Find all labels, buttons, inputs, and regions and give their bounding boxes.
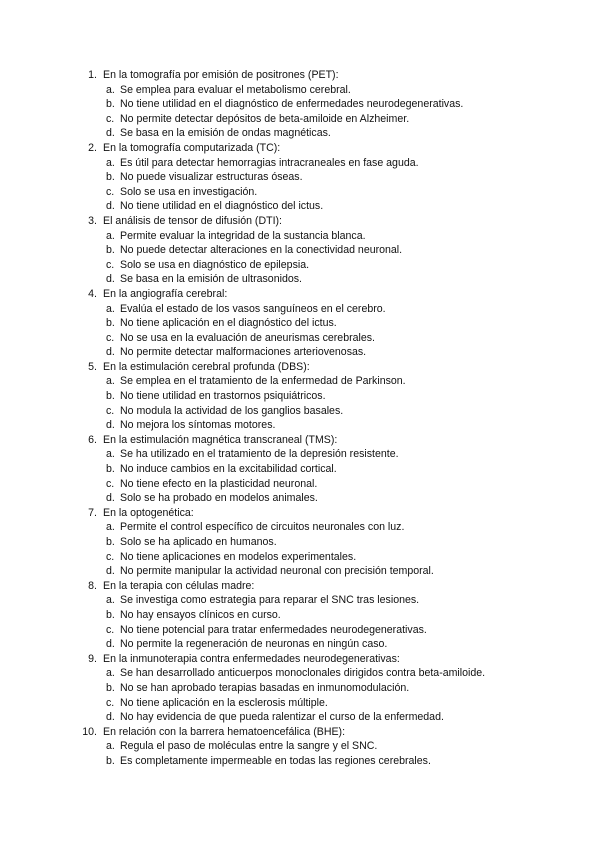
answer-option [0,520,600,535]
option-text: Es útil para detectar hemorragias intracraneales en fase aguda. [120,156,419,169]
option-letter: d. [106,200,115,213]
answer-option [0,302,600,317]
option-text: Se emplea en el tratamiento de la enfermedad de Parkinson. [120,375,406,388]
question-text: En la angiografía cerebral: [103,287,228,300]
option-letter: a. [106,375,115,388]
answer-option [0,418,600,433]
answer-option [0,710,600,725]
question-text: En relación con la barrera hematoencefálica (BHE): [103,725,346,738]
answer-option [0,447,600,462]
question-number: 5. [88,360,97,373]
option-text: No tiene aplicación en la esclerosis múltiple. [120,696,328,709]
option-text: No mejora los síntomas motores. [120,419,276,432]
answer-option [0,535,600,550]
option-text: Regula el paso de moléculas entre la sangre y el SNC. [120,740,378,753]
option-text: No tiene aplicaciones en modelos experimentales. [120,550,357,563]
question-number: 6. [88,433,97,446]
question-10 [0,725,600,769]
answer-option [0,681,600,696]
answer-option [0,593,600,608]
question-7 [0,506,600,579]
option-letter: c. [106,696,115,709]
question-number: 9. [88,652,97,665]
question-text: En la terapia con células madre: [103,579,255,592]
option-letter: a. [106,229,115,242]
option-letter: c. [106,550,115,563]
question-stem [0,214,600,229]
answer-option [0,345,600,360]
question-6 [0,433,600,506]
option-letter: b. [106,754,115,767]
answer-option [0,404,600,419]
option-letter: b. [106,244,115,257]
question-3 [0,214,600,287]
question-text: En la inmunoterapia contra enfermedades neurodegenerativas: [103,652,400,665]
answer-option [0,229,600,244]
option-text: Solo se ha aplicado en humanos. [120,536,277,548]
option-text: No hay ensayos clínicos en curso. [120,608,281,621]
answer-option [0,462,600,477]
option-letter: a. [106,448,115,461]
option-letter: b. [106,171,115,184]
option-letter: b. [106,390,115,403]
answer-option [0,185,600,200]
question-number: 8. [88,579,97,592]
question-text: En la estimulación cerebral profunda (DBS): [103,360,310,373]
answer-option [0,477,600,492]
option-letter: d. [106,346,115,359]
question-8 [0,579,600,652]
option-letter: d. [106,492,115,505]
answer-option [0,374,600,389]
answer-option [0,739,600,754]
option-letter: a. [106,302,115,315]
question-2 [0,141,600,214]
answer-option [0,170,600,185]
option-text: Se basa en la emisión de ondas magnéticas. [120,127,331,140]
question-number: 10. [82,725,97,738]
answer-option [0,97,600,112]
question-stem [0,433,600,448]
option-letter: c. [106,185,115,198]
option-text: No se han aprobado terapias basadas en inmunomodulación. [120,681,410,694]
answer-option [0,666,600,681]
option-letter: b. [106,463,115,476]
option-text: No permite la regeneración de neuronas en ningún caso. [120,638,388,651]
option-text: Se ha utilizado en el tratamiento de la depresión resistente. [120,448,399,461]
option-text: No permite detectar depósitos de beta-amiloide en Alzheimer. [120,112,410,125]
option-text: Solo se usa en investigación. [120,185,258,198]
option-text: No permite detectar malformaciones arteriovenosas. [120,346,367,359]
option-letter: a. [106,667,115,680]
option-letter: b. [106,317,115,330]
answer-option [0,126,600,141]
question-number: 4. [88,287,97,300]
question-text: En la optogenética: [103,506,194,519]
question-stem [0,68,600,83]
option-text: No puede visualizar estructuras óseas. [120,171,303,184]
option-text: No modula la actividad de los ganglios basales. [120,404,344,417]
question-text: En la tomografía por emisión de positrones (PET): [103,69,339,81]
option-letter: c. [106,112,115,125]
option-text: Se basa en la emisión de ultrasonidos. [120,273,302,286]
answer-option [0,83,600,98]
option-letter: c. [106,331,115,344]
option-letter: d. [106,419,115,432]
question-5 [0,360,600,433]
answer-option [0,389,600,404]
option-text: No induce cambios en la excitabilidad cortical. [120,463,337,476]
option-text: Solo se ha probado en modelos animales. [120,492,318,505]
option-text: Permite el control específico de circuitos neuronales con luz. [120,521,405,534]
option-text: No tiene utilidad en trastornos psiquiátricos. [120,390,326,403]
question-number: 7. [88,506,97,519]
question-stem [0,725,600,740]
answer-option [0,156,600,171]
option-text: No permite manipular la actividad neuronal con precisión temporal. [120,565,434,578]
option-letter: b. [106,98,115,111]
answer-option [0,331,600,346]
option-text: No se usa en la evaluación de aneurismas cerebrales. [120,331,375,344]
option-letter: a. [106,156,115,169]
answer-option [0,316,600,331]
question-number: 2. [88,141,97,154]
question-text: En la tomografía computarizada (TC): [103,141,281,154]
option-letter: d. [106,273,115,286]
answer-option [0,696,600,711]
option-letter: b. [106,536,115,548]
option-text: No tiene utilidad en el diagnóstico de enfermedades neurodegenerativas. [120,98,464,111]
option-letter: d. [106,565,115,578]
option-letter: a. [106,740,115,753]
answer-option [0,637,600,652]
question-number: 1. [88,69,97,81]
option-letter: b. [106,681,115,694]
answer-option [0,199,600,214]
option-text: Permite evaluar la integridad de la sustancia blanca. [120,229,366,242]
answer-option [0,258,600,273]
answer-option [0,623,600,638]
question-stem [0,360,600,375]
option-letter: c. [106,404,115,417]
question-text: El análisis de tensor de difusión (DTI): [103,214,282,227]
option-text: No tiene potencial para tratar enfermedades neurodegenerativas. [120,623,427,636]
question-list [0,68,600,769]
question-4 [0,287,600,360]
answer-option [0,243,600,258]
option-text: Solo se usa en diagnóstico de epilepsia. [120,258,310,271]
option-letter: b. [106,608,115,621]
answer-option [0,491,600,506]
answer-option [0,112,600,127]
option-text: Se han desarrollado anticuerpos monoclonales dirigidos contra beta-amiloide. [120,667,486,680]
option-letter: c. [106,477,115,490]
option-letter: c. [106,258,115,271]
question-stem [0,579,600,594]
question-stem [0,141,600,156]
question-text: En la estimulación magnética transcraneal (TMS): [103,433,338,446]
answer-option [0,608,600,623]
option-text: Es completamente impermeable en todas las regiones cerebrales. [120,754,431,767]
answer-option [0,564,600,579]
option-text: No puede detectar alteraciones en la conectividad neuronal. [120,244,403,257]
option-letter: a. [106,594,115,607]
option-text: Se emplea para evaluar el metabolismo cerebral. [120,83,351,96]
option-letter: d. [106,638,115,651]
option-text: No hay evidencia de que pueda ralentizar el curso de la enfermedad. [120,711,444,724]
option-letter: a. [106,83,115,96]
option-text: Evalúa el estado de los vasos sanguíneos en el cerebro. [120,302,386,315]
question-stem [0,506,600,521]
option-letter: d. [106,711,115,724]
answer-option [0,550,600,565]
question-stem [0,652,600,667]
answer-option [0,754,600,769]
option-text: No tiene efecto en la plasticidad neuronal. [120,477,318,490]
option-text: No tiene utilidad en el diagnóstico del ictus. [120,200,324,213]
option-letter: d. [106,127,115,140]
option-text: No tiene aplicación en el diagnóstico del ictus. [120,317,337,330]
question-stem [0,287,600,302]
question-9 [0,652,600,725]
option-letter: a. [106,521,115,534]
answer-option [0,272,600,287]
option-text: Se investiga como estrategia para reparar el SNC tras lesiones. [120,594,420,607]
question-number: 3. [88,214,97,227]
question-1 [0,68,600,141]
option-letter: c. [106,623,115,636]
